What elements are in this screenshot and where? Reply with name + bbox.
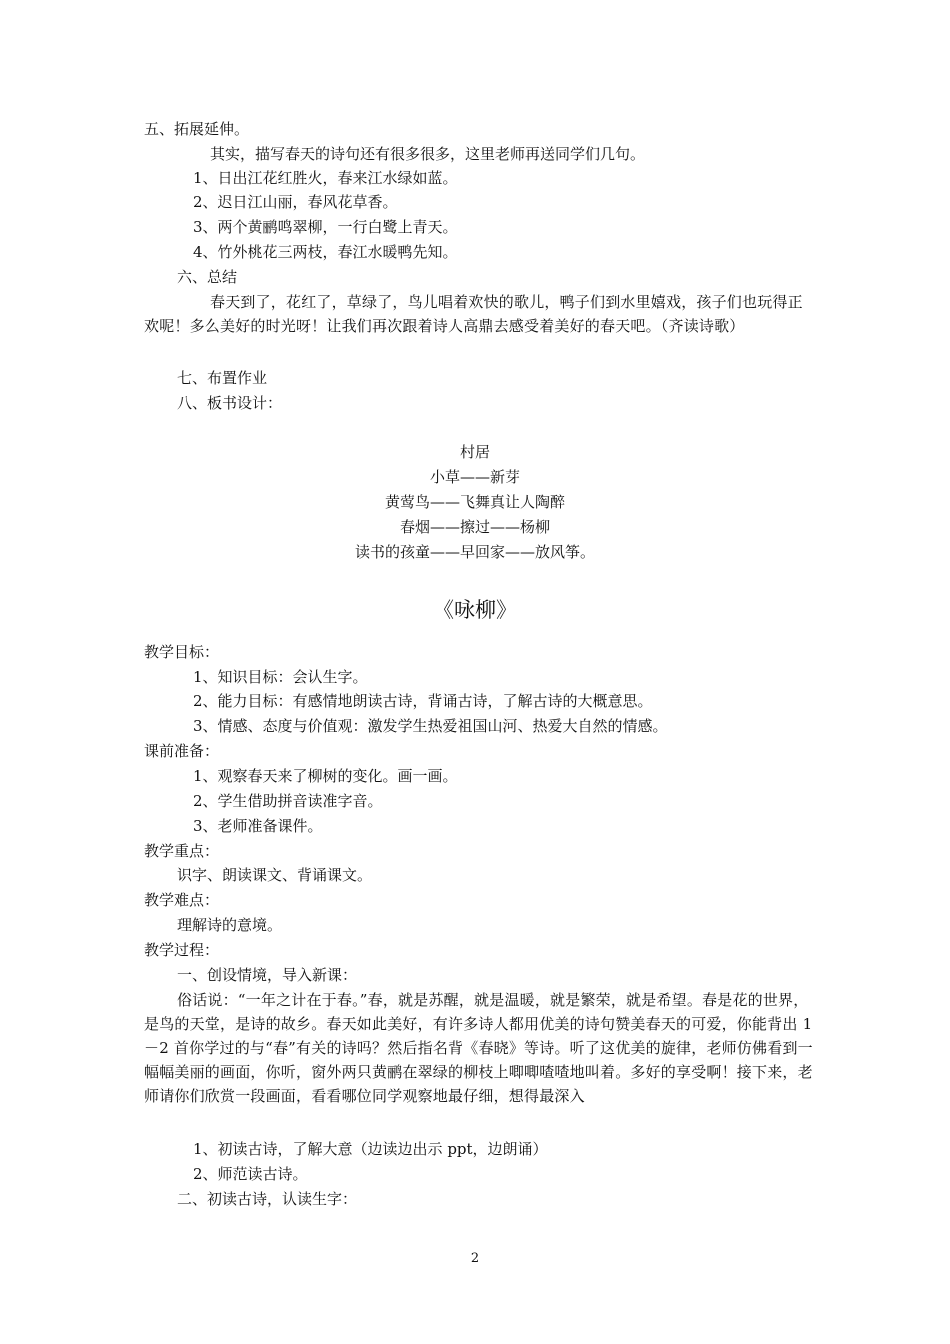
goal-item-2: 2、能力目标：有感情地朗读古诗，背诵古诗，了解古诗的大概意思。	[193, 692, 653, 710]
process-step-1-paragraph: 俗话说：“一年之计在于春。”春，就是苏醒，就是温暖，就是繁荣，就是希望。春是花的世界，是鸟的天堂，是诗的故乡。春天如此美好，有许多诗人都用优美的诗句赞美春天的可爱，你能背出 1－2 首你学过的与“春”有关的诗吗？然后指名背《春晓》等诗。听了这优美的旋律，老师仿佛看到一幅幅美丽的画面，你听，窗外两只黄鹂在翠绿的柳枝上唧唧喳喳地叫着。多好的享受啊！接下来，老师请你们欣赏一段画面，看看哪位同学观察地最仔细，想得最深入	[144, 991, 813, 1105]
prep-item-2: 2、学生借助拼音读准字音。	[193, 792, 383, 810]
board-line-5: 读书的孩童——早回家——放风筝。	[354, 543, 595, 561]
process-step-1: 一、创设情境，导入新课：	[177, 966, 358, 984]
goal-item-1: 1、知识目标：会认生字。	[193, 668, 368, 686]
board-line-2: 小草——新芽	[429, 468, 520, 486]
summary-paragraph: 春天到了，花红了，草绿了，鸟儿唱着欢快的歌儿，鸭子们到水里嬉戏，孩子们也玩得正欢呢！多么美好的时光呀！让我们再次跟着诗人高鼎去感受着美好的春天吧。（齐读诗歌）	[144, 293, 803, 335]
process-step-2: 二、初读古诗，认读生字：	[177, 1190, 358, 1208]
process-step-1-item-2: 2、师范读古诗。	[193, 1165, 308, 1183]
section-board-heading: 八、板书设计：	[177, 394, 283, 412]
difficulty-text: 理解诗的意境。	[177, 916, 283, 934]
prep-heading: 课前准备：	[144, 742, 220, 760]
poem-line-1: 1、日出江花红胜火，春来江水绿如蓝。	[193, 169, 458, 187]
goal-item-3: 3、情感、态度与价值观：激发学生热爱祖国山河、热爱大自然的情感。	[193, 717, 668, 735]
process-step-1-item-1: 1、初读古诗，了解大意（边读边出示 ppt，边朗诵）	[193, 1140, 548, 1158]
difficulty-heading: 教学难点：	[144, 891, 220, 909]
prep-item-1: 1、观察春天来了柳树的变化。画一画。	[193, 767, 458, 785]
section-extension-heading: 五、拓展延伸。	[144, 120, 250, 138]
lesson-title: 《咏柳》	[433, 598, 517, 622]
poem-line-4: 4、竹外桃花三两枝，春江水暖鸭先知。	[193, 243, 458, 261]
section-summary-heading: 六、总结	[177, 268, 238, 286]
prep-item-3: 3、老师准备课件。	[193, 817, 323, 835]
focus-heading: 教学重点：	[144, 842, 220, 860]
poem-line-2: 2、迟日江山丽，春风花草香。	[193, 193, 398, 211]
board-line-1: 村居	[459, 443, 490, 461]
poem-line-3: 3、两个黄鹂鸣翠柳，一行白鹭上青天。	[193, 218, 458, 236]
board-line-3: 黄莺鸟——飞舞真让人陶醉	[384, 493, 565, 511]
extension-intro: 其实，描写春天的诗句还有很多很多，这里老师再送同学们几句。	[210, 145, 646, 163]
board-line-4: 春烟——擦过——杨柳	[399, 518, 550, 536]
focus-text: 识字、朗读课文、背诵课文。	[177, 866, 373, 884]
section-homework-heading: 七、布置作业	[177, 369, 268, 387]
goals-heading: 教学目标：	[144, 643, 220, 661]
page-number: 2	[470, 1251, 480, 1266]
process-heading: 教学过程：	[144, 941, 220, 959]
